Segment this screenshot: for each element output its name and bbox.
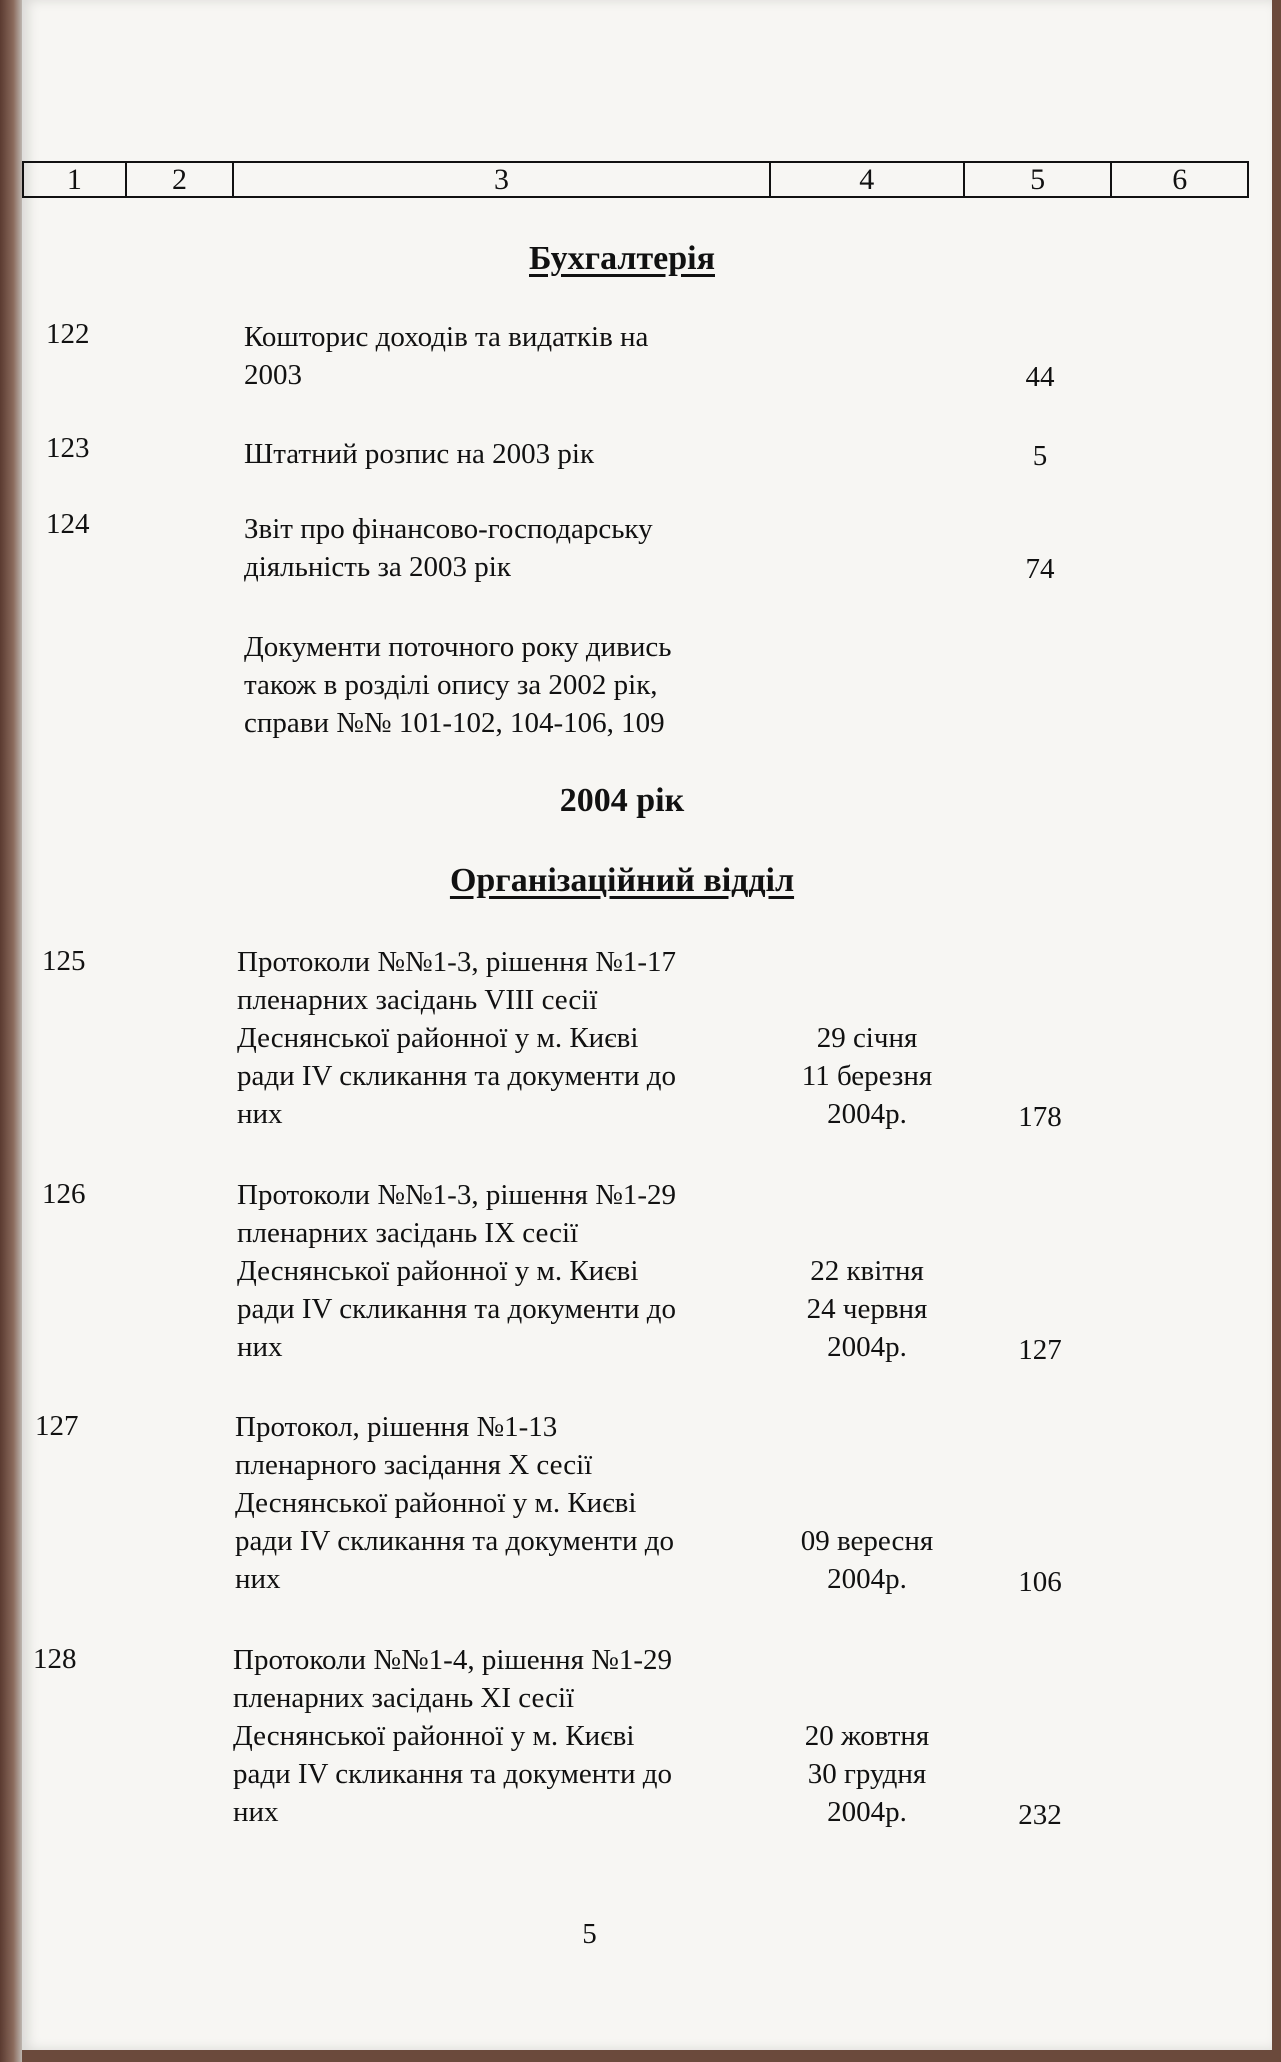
- column-header-2: 2: [127, 163, 235, 196]
- entry-date-range: [772, 1717, 962, 1831]
- entry-date-line: 2004р.: [827, 1563, 907, 1595]
- entry-page-count: 232: [1018, 1799, 1062, 1831]
- section-heading-accounting: Бухгалтерія: [529, 240, 715, 277]
- section-heading-org-department: Організаційний відділ: [449, 862, 795, 899]
- entry-description: [233, 1641, 758, 1831]
- entry-page-count: 74: [1025, 553, 1055, 585]
- entry-date-range: [772, 1019, 962, 1133]
- entry-description-line: Деснянської районної у м. Києві: [237, 1255, 639, 1287]
- document-page: [22, 0, 1272, 2050]
- note-line: Документи поточного року дивись: [244, 631, 672, 663]
- entry-description-line: Деснянської районної у м. Києві: [233, 1720, 635, 1752]
- entry-description-line: Звіт про фінансово-господарську: [244, 513, 653, 545]
- column-header-6: 6: [1172, 163, 1188, 196]
- entry-page-count: 106: [1018, 1566, 1062, 1598]
- column-header-3: 3: [234, 163, 770, 196]
- entry-date-line: 2004р.: [827, 1098, 907, 1130]
- column-header-5: 5: [965, 163, 1113, 196]
- entry-description-line: пленарних засідань VIII сесії: [237, 984, 598, 1016]
- entry-number: 122: [46, 318, 90, 350]
- entry-number: 124: [46, 508, 90, 540]
- entry-description-line: них: [237, 1098, 283, 1130]
- entry-date-line: 20 жовтня: [804, 1720, 930, 1752]
- entry-page-count: 127: [1018, 1334, 1062, 1366]
- entry-description-line: ради IV скликання та документи до: [235, 1525, 674, 1557]
- entry-date-line: 29 січня: [816, 1022, 918, 1054]
- cross-reference-note: [244, 628, 769, 742]
- entry-description-line: Протокол, рішення №1-13: [235, 1411, 558, 1443]
- entry-number: 128: [33, 1643, 77, 1675]
- section-heading-year: 2004 рік: [559, 782, 685, 819]
- entry-date-line: 11 березня: [801, 1060, 933, 1092]
- entry-date-line: 22 квітня: [810, 1255, 924, 1287]
- entry-date-line: 09 вересня: [800, 1525, 934, 1557]
- entry-description: [237, 943, 762, 1133]
- book-spine: [0, 0, 22, 2062]
- entry-date-line: 2004р.: [827, 1331, 907, 1363]
- entry-description-line: Деснянської районної у м. Києві: [237, 1022, 639, 1054]
- entry-description-line: Протоколи №№1-4, рішення №1-29: [233, 1644, 673, 1676]
- entry-date-line: 30 грудня: [807, 1758, 927, 1790]
- entry-description-line: ради IV скликання та документи до: [237, 1060, 676, 1092]
- column-header-row: [22, 161, 1249, 198]
- entry-description-line: Деснянської районної у м. Києві: [235, 1487, 637, 1519]
- entry-number: 126: [42, 1178, 86, 1210]
- column-header-4: 4: [771, 163, 965, 196]
- entry-description-line: 2003: [244, 359, 302, 391]
- page-number: 5: [582, 1918, 597, 1950]
- entry-number: 127: [35, 1410, 79, 1442]
- entry-description-line: діяльність за 2003 рік: [244, 551, 511, 583]
- entry-description-line: Протоколи №№1-3, рішення №1-17: [237, 946, 677, 978]
- entry-description-line: них: [237, 1331, 283, 1363]
- entry-description-line: них: [233, 1796, 279, 1828]
- entry-number: 125: [42, 945, 86, 977]
- entry-description-line: Протоколи №№1-3, рішення №1-29: [237, 1179, 677, 1211]
- entry-description: [244, 435, 769, 473]
- entry-number: 123: [46, 432, 90, 464]
- entry-description: [235, 1408, 760, 1598]
- entry-page-count: 5: [1032, 440, 1048, 472]
- entry-description-line: ради IV скликання та документи до: [233, 1758, 672, 1790]
- entry-description-line: Штатний розпис на 2003 рік: [244, 438, 595, 470]
- entry-description-line: пленарних засідань IX сесії: [237, 1217, 579, 1249]
- column-header-1: 1: [24, 163, 127, 196]
- entry-description: [244, 318, 769, 394]
- entry-date-line: 24 червня: [806, 1293, 928, 1325]
- entry-date-line: 2004р.: [827, 1796, 907, 1828]
- entry-description-line: них: [235, 1563, 281, 1595]
- entry-description-line: ради IV скликання та документи до: [237, 1293, 676, 1325]
- entry-description-line: пленарного засідання X сесії: [235, 1449, 593, 1481]
- entry-date-range: [772, 1522, 962, 1598]
- entry-description-line: пленарних засідань XI сесії: [233, 1682, 575, 1714]
- entry-description: [237, 1176, 762, 1366]
- entry-description-line: Кошторис доходів та видатків на: [244, 321, 649, 353]
- note-line: також в розділі опису за 2002 рік,: [244, 669, 658, 701]
- note-line: справи №№ 101-102, 104-106, 109: [244, 707, 665, 739]
- entry-page-count: 178: [1018, 1101, 1062, 1133]
- entry-date-range: [772, 1252, 962, 1366]
- entry-page-count: 44: [1025, 361, 1055, 393]
- entry-description: [244, 510, 769, 586]
